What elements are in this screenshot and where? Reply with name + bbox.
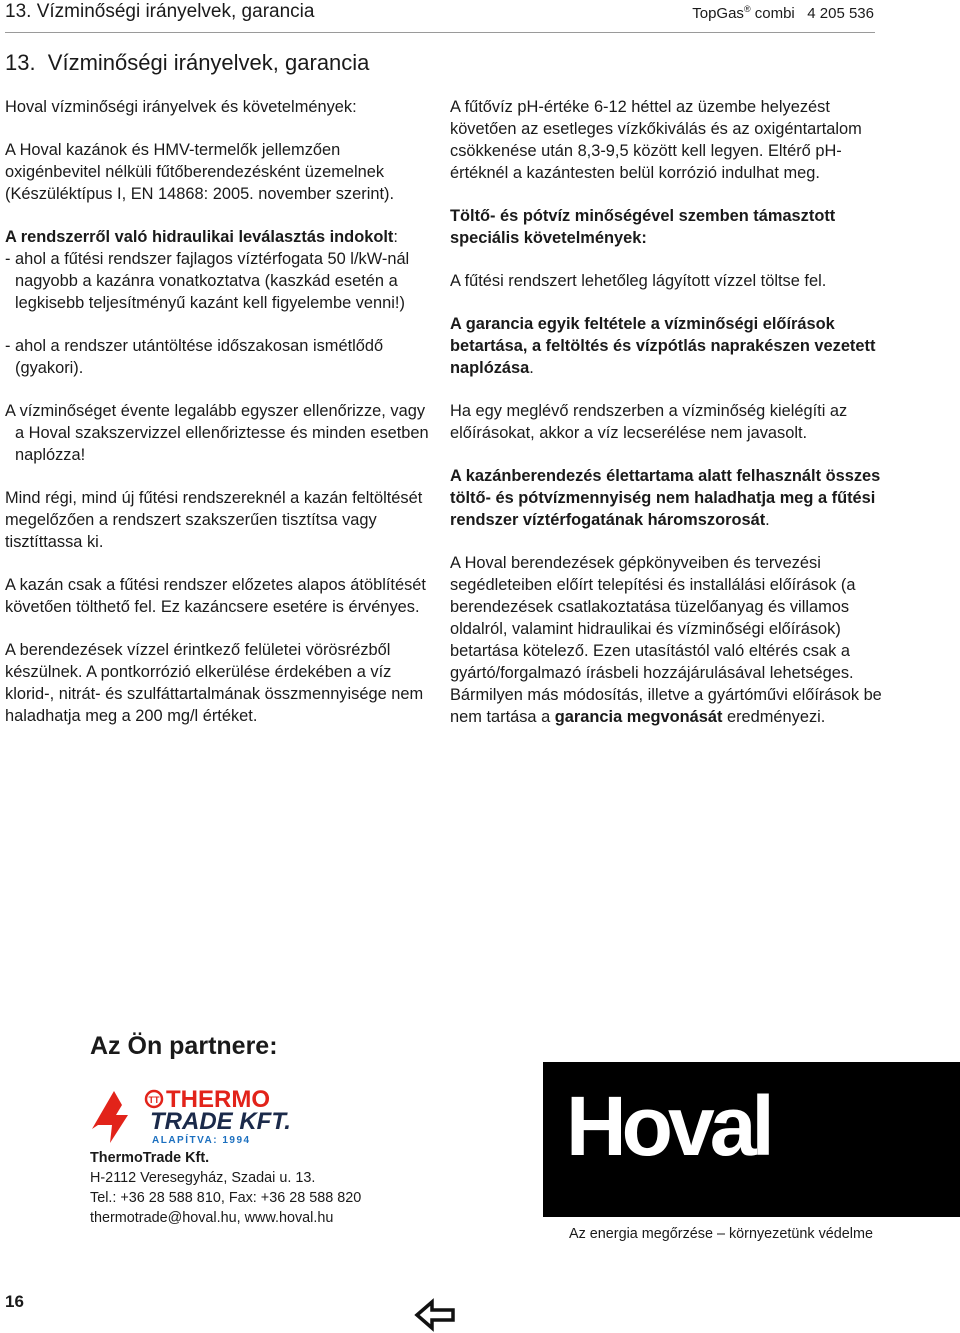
partner-company: ThermoTrade Kft. [90,1150,210,1166]
thermotrade-logo-line1: THERMO [166,1086,270,1113]
left-column [5,96,435,748]
partner-web: thermotrade@hoval.hu, www.hoval.hu [90,1210,334,1226]
page-number: 16 [5,1292,24,1311]
partner-contact [90,1148,361,1228]
product-code: combi 4 205 536 [750,5,874,22]
section-title: 13. Vízminőségi irányelvek, garancia [5,50,370,75]
installation-rules-tail: eredményezi. [722,708,826,726]
paragraph-fill-limit [450,465,890,531]
paragraph-cleaning: Mind régi, mind új fűtési rendszereknél a kazán feltöltését megelőzően a rendszert szakszerűen tisztítsa vagy tisztíttassa ki. [5,489,423,551]
partner-title: Az Ön partnere: [90,1032,278,1060]
registered-mark: ® [743,4,751,14]
subheading-hydraulic-separation [5,226,435,248]
fill-limit-bold: A kazánberendezés élettartama alatt felhasznált összes töltő- és pótvízmennyiség nem haladhatja meg a fűtési rendszer víztérfogatának háromszorosát [450,467,881,529]
subheading-fill-water: Töltő- és pótvíz minőségével szemben támasztott speciális követelmények: [450,207,836,247]
running-header-title: 13. Vízminőségi irányelvek, garancia [5,1,315,22]
right-column [450,96,890,749]
paragraph-boiler-type: A Hoval kazánok és HMV-termelők jellemzően oxigénbevitel nélküli fűtőberendezésként üzemelnek (Készüléktípus I, EN 14868: 2005. november szerint). [5,141,395,203]
paragraph-copper-surfaces: A berendezések vízzel érintkező felületei vörösrézből készülnek. A pontkorrózió elkerülése érdekében a víz klorid-, nitrát- és szulfáttartalmának összmennyisége nem haladhatja meg a 200 mg/l értéket. [5,641,424,725]
header-rule [5,32,875,33]
paragraph-warranty-condition [450,313,890,379]
warranty-revocation-bold: garancia megvonását [554,708,723,726]
warranty-condition-bold: A garancia egyik feltétele a vízminőségi előírások betartása, a feltöltés és vízpótlás naprakészen vezetett naplózása [450,315,876,377]
product-brand: TopGas [692,5,744,22]
paragraph-flushing: A kazán csak a fűtési rendszer előzetes alapos átöblítését követően tölthető fel. Ez kazáncsere esetére is érvényes. [5,576,426,616]
installation-rules-lead: A Hoval berendezések gépkönyveiben és tervezési segédleteiben előírt telepítési és installálási előírások (a berendezések csatlakoztatása tüzelőanyag és villamos oldalról, valamint hidraulikai és vízminőségi előírások) betartása kötelező. Ezen utasítástól való eltérés csak a gyártó/forgalmazó írásbeli hozzájárulásával lehetséges. Bármilyen más módosítás, illetve a gyártóművi előírások be nem tartása a [450,554,882,726]
partner-address: H-2112 Veresegyház, Szadai u. 13. [90,1170,316,1186]
back-arrow-shape [417,1302,453,1328]
list-item-refill: - ahol a rendszer utántöltése időszakosan ismétlődő (gyakori). [5,337,384,377]
hoval-tagline: Az energia megőrzése – környezetünk védelme [569,1226,873,1242]
thermotrade-logo-tag: ALAPÍTVA: 1994 [152,1135,251,1145]
heading-colon: : [393,228,398,246]
paragraph-installation-rules [450,552,890,728]
thermotrade-logo-line2: TRADE KFT. [150,1108,291,1135]
fill-limit-period: . [765,511,770,529]
thermotrade-logo-badge: TT [148,1095,160,1105]
paragraph-softened-water: A fűtési rendszert lehetőleg lágyított vízzel töltse fel. [450,272,827,290]
running-header-product [692,4,874,22]
thermotrade-logo-flame [92,1091,128,1143]
back-arrow-icon[interactable] [414,1298,456,1332]
hydraulic-separation-heading: A rendszerről való hidraulikai leválasztás indokolt [5,228,394,246]
subheading-guidelines: Hoval vízminőségi irányelvek és követelmények: [5,98,357,116]
paragraph-existing-system: Ha egy meglévő rendszerben a vízminőség kielégíti az előírásokat, akkor a víz lecserélése nem javasolt. [450,402,848,442]
thermotrade-logo [88,1085,338,1145]
partner-phone: Tel.: +36 28 588 810, Fax: +36 28 588 820 [90,1190,362,1206]
warranty-condition-period: . [529,359,534,377]
paragraph-annual-check: A vízminőséget évente legalább egyszer ellenőrizze, vagy a Hoval szakszervizzel ellenőriztesse és minden esetben naplózza! [5,402,429,464]
hoval-logo: Hoval [566,1079,770,1173]
paragraph-ph-value: A fűtővíz pH-értéke 6-12 héttel az üzembe helyezést követően az esetleges vízkőkiválás és az oxigéntartalom csökkenése után 8,3-9,5 között kell legyen. Eltérő pH-értéknél a kazántesten belül korrózió indulhat meg. [450,98,862,182]
list-item-volume: - ahol a fűtési rendszer fajlagos víztérfogata 50 l/kW-nál nagyobb a kazánra vonatkoztatva (kaszkád esetén a legkisebb teljesítményű kazánt kell figyelembe venni!) [5,250,410,312]
